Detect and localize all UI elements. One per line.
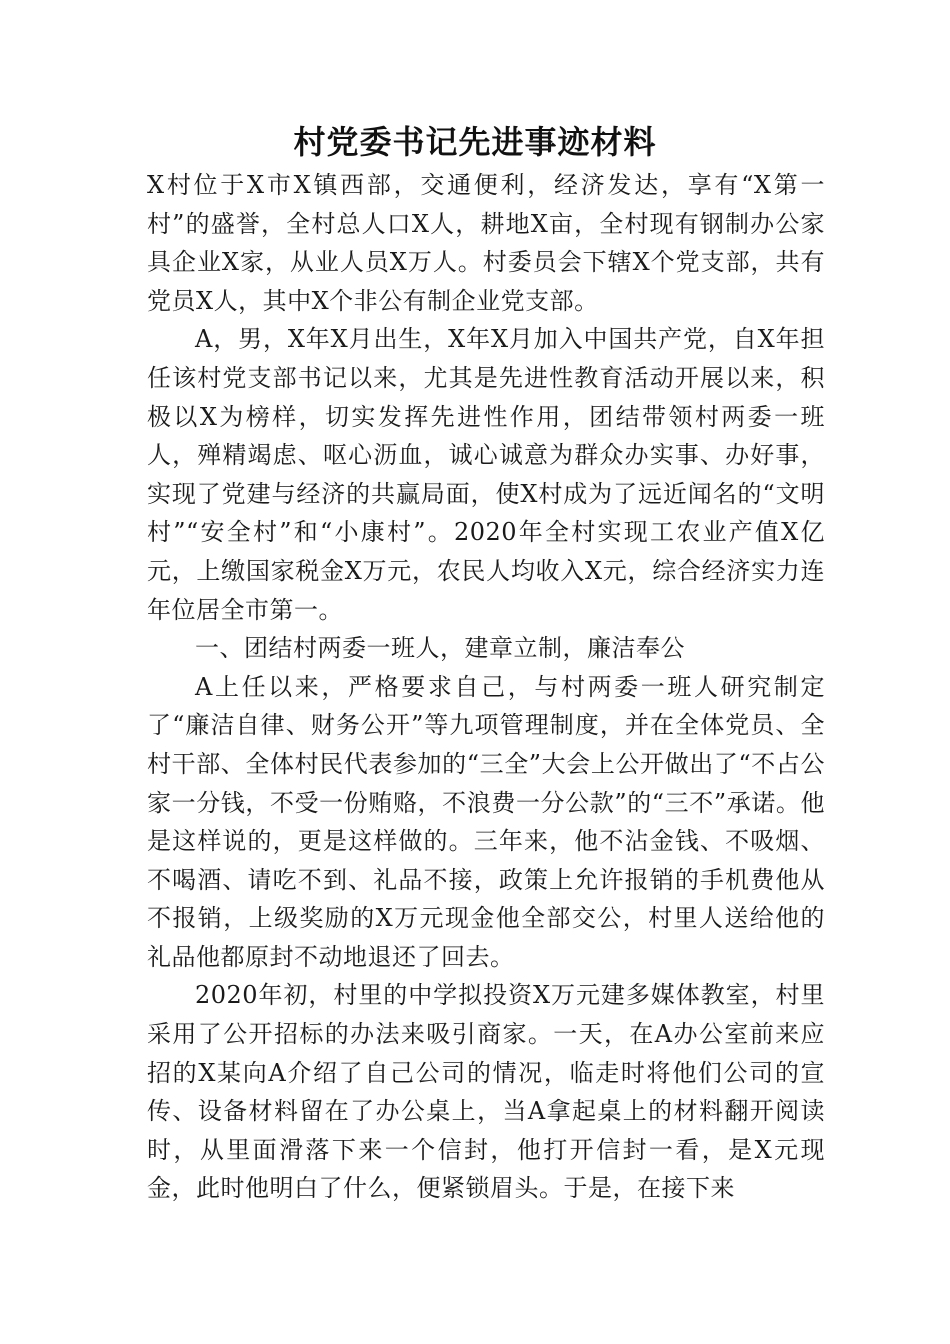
- document-body: [147, 166, 825, 1208]
- section-heading-1: 一、团结村两委一班人，建章立制，廉洁奉公: [195, 634, 685, 663]
- paragraph-rules-integrity: A上任以来，严格要求自己，与村两委一班人研究制定了“廉洁自律、财务公开”等九项管理制度，并在全体党员、全村干部、全体村民代表参加的“三全”大会上公开做出了“不占公家一分钱，不受一份贿赂，不浪费一分公款”的“三不”承诺。他是这样说的，更是这样做的。三年来，他不沾金钱、不吸烟、不喝酒、请吃不到、礼品不接，政策上允许报销的手机费他从不报销，上级奖励的X万元现金他全部交公，村里人送给他的礼品他都原封不动地退还了回去。: [147, 672, 825, 971]
- paragraph-secretary-profile: A，男，X年X月出生，X年X月加入中国共产党，自X年担任该村党支部书记以来，尤其是先进性教育活动开展以来，积极以X为榜样，切实发挥先进性作用，团结带领村两委一班人，殚精竭虑、呕心沥血，诚心诚意为群众办实事、办好事，实现了党建与经济的共赢局面，使X村成为了远近闻名的“文明村”“安全村”和“小康村”。2020年全村实现工农业产值X亿元，上缴国家税金X万元，农民人均收入X元，综合经济实力连年位居全市第一。: [147, 325, 825, 624]
- paragraph-village-intro: X村位于X市X镇西部，交通便利，经济发达，享有“X第一村”的盛誉，全村总人口X人，耕地X亩，全村现有钢制办公家具企业X家，从业人员X万人。村委员会下辖X个党支部，共有党员X人，其中X个非公有制企业党支部。: [147, 171, 825, 315]
- paragraph-bribe-story: 2020年初，村里的中学拟投资X万元建多媒体教室，村里采用了公开招标的办法来吸引商家。一天，在A办公室前来应招的X某向A介绍了自己公司的情况，临走时将他们公司的宣传、设备材料留在了办公桌上，当A拿起桌上的材料翻开阅读时，从里面滑落下来一个信封，他打开信封一看，是X元现金，此时他明白了什么，便紧锁眉头。于是，在接下来: [147, 981, 825, 1203]
- document-title: 村党委书记先进事迹材料: [293, 123, 657, 161]
